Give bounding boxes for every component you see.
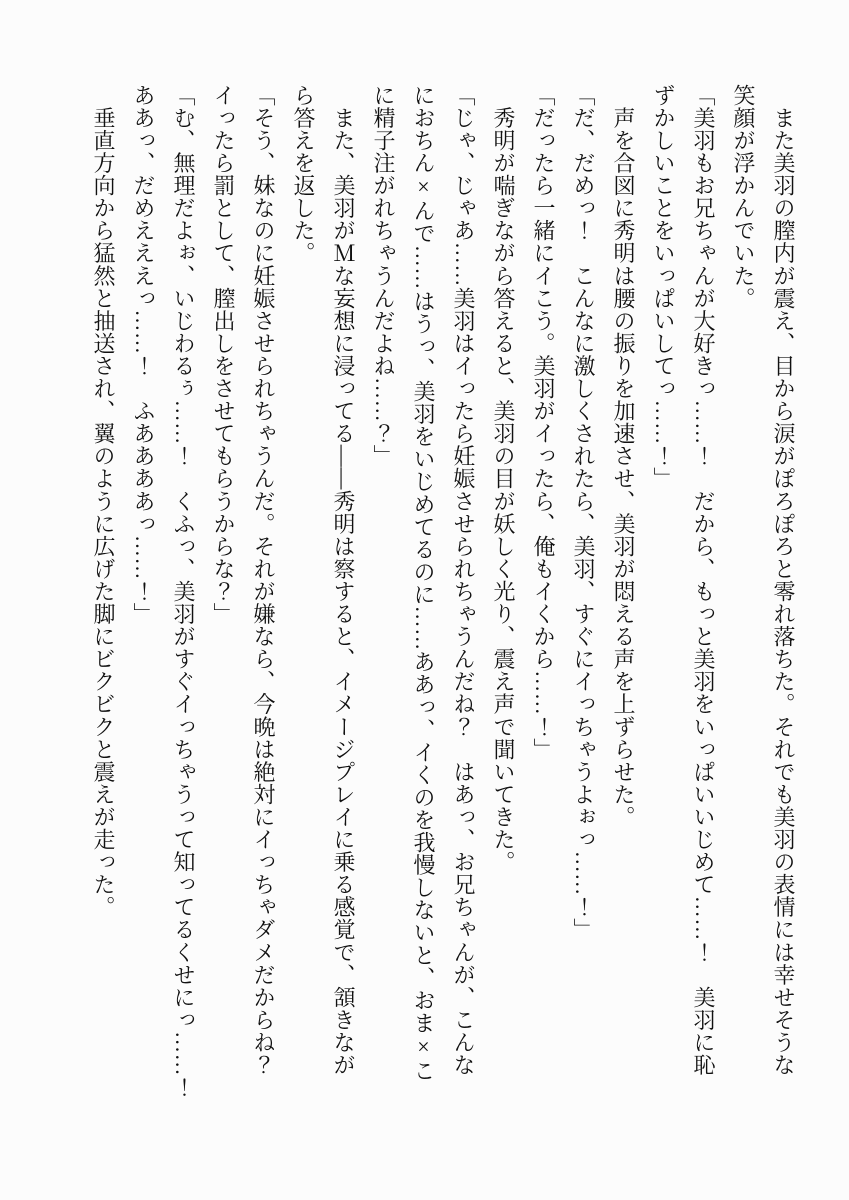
- text-line: また、美羽がＭな妄想に浸ってる――秀明は察すると、イメージプレイに乗る感覚で、頷きなが: [331, 84, 356, 1077]
- text-line: 「む、無理だよぉ、いじわるぅ……！ くふっ、美羽がすぐイっちゃうって知ってるくせにっ……！: [171, 84, 196, 1099]
- text-line: ら答えを返した。: [291, 84, 316, 265]
- text-line: 声を合図に秀明は腰の振りを加速させ、美羽が悶える声を上ずらせた。: [611, 84, 636, 829]
- text-line: におちん×んで……はうっ、美羽をいじめてるのに……ああっ、イくのを我慢しないと、おま×こ: [411, 84, 436, 1083]
- text-line: に精子注がれちゃうんだよね……？」: [371, 84, 396, 468]
- text-line: 「だ、だめっ！ こんなに激しくされたら、美羽、すぐにイっちゃうよぉっ……！」: [571, 84, 596, 941]
- text-line: ああっ、だめえええっ……！ ふああああっ……！」: [131, 84, 156, 626]
- text-line: 垂直方向から猛然と抽送され、翼のように広げた脚にビクビクと震えが走った。: [91, 84, 116, 919]
- vertical-text-block: [83, 84, 803, 1104]
- text-line: 「美羽もお兄ちゃんが大好きっ……！ だから、もっと美羽をいっぱいいじめて……！ 美羽に恥: [691, 84, 716, 1077]
- text-line: 「じゃ、じゃあ……美羽はイったら妊娠させられちゃうんだね？ はあっ、お兄ちゃんが、こんな: [451, 84, 476, 1077]
- text-line: また美羽の膣内が震え、目から涙がぽろぽろと零れ落ちた。それでも美羽の表情には幸せそうな: [771, 84, 796, 1077]
- text-line: 「そう、妹なのに妊娠させられちゃうんだ。それが嫌なら、今晩は絶対にイっちゃダメだからね？: [251, 84, 276, 1077]
- text-line: イったら罰として、膣出しをさせてもらうからな？」: [211, 84, 236, 626]
- text-line: 「だったら一緒にイこう。美羽がイったら、俺もイくから……！」: [531, 84, 556, 761]
- text-line: 秀明が喘ぎながら答えると、美羽の目が妖しく光り、震え声で聞いてきた。: [491, 84, 516, 874]
- text-line: 笑顔が浮かんでいた。: [731, 84, 756, 310]
- text-line: ずかしいことをいっぱいしてっ……！」: [651, 84, 676, 490]
